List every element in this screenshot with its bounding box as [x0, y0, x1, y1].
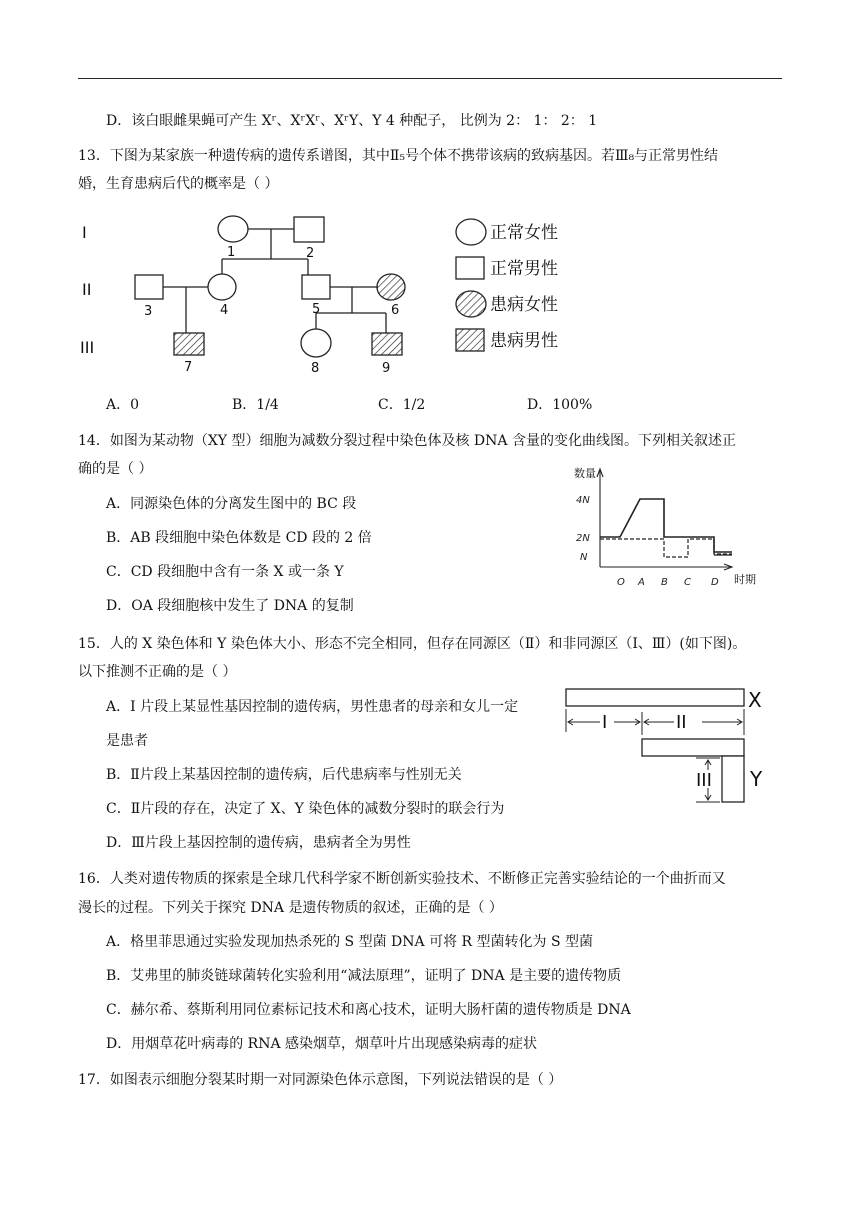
- pedigree-individual-7: [174, 333, 204, 355]
- legend-affected-male-label: 患病男性: [490, 331, 558, 351]
- y-chromosome-top-bar: [642, 739, 744, 756]
- segment-i-label: I: [602, 712, 608, 733]
- generation-label-ii: II: [82, 280, 92, 299]
- pedigree-individual-1: [218, 216, 248, 242]
- header-rule: [78, 78, 782, 79]
- q13-stem-line1: 13．下图为某家族一种遗传病的遗传系谱图，其中Ⅱ₅号个体不携带该病的致病基因。若Ⅲ₈与正常男性结: [78, 148, 719, 164]
- pedigree-id-1: 1: [227, 245, 236, 260]
- legend-affected-male-icon: [456, 329, 484, 351]
- xy-chromosome-diagram: [562, 682, 777, 807]
- q13-stem-line2: 婚，生育患病后代的概率是（ ）: [78, 176, 279, 192]
- q16-option-c[interactable]: C．赫尔希、蔡斯利用同位素标记技术和离心技术，证明大肠杆菌的遗传物质是 DNA: [106, 1002, 631, 1018]
- q15-option-b[interactable]: B．Ⅱ片段上某基因控制的遗传病，后代患病率与性别无关: [106, 767, 462, 783]
- q15-stem-line2: 以下推测不正确的是（ ）: [78, 664, 237, 680]
- y-chromosome-label: Y: [750, 767, 763, 791]
- q14-option-c[interactable]: C．CD 段细胞中含有一条 X 或一条 Y: [106, 564, 344, 580]
- q14-option-d[interactable]: D．OA 段细胞核中发生了 DNA 的复制: [106, 598, 354, 614]
- q15-stem-line1: 15．人的 X 染色体和 Y 染色体大小、形态不完全相同，但存在同源区（Ⅱ）和非同源区（Ⅰ、Ⅲ）(如下图)。: [78, 636, 747, 652]
- q13-option-d[interactable]: D．100%: [527, 397, 593, 413]
- x-chromosome-bar: [566, 689, 744, 706]
- legend-normal-female-icon: [456, 219, 486, 245]
- segment-ii-label: II: [676, 712, 687, 733]
- pedigree-id-9: 9: [382, 361, 391, 376]
- q16-stem-line2: 漫长的过程。下列关于探究 DNA 是遗传物质的叙述，正确的是（ ）: [78, 900, 503, 916]
- graph-ytick-4n: 4N: [576, 495, 590, 506]
- graph-solid-line: [600, 499, 732, 552]
- y-chromosome-vertical-bar: [722, 756, 744, 802]
- legend-normal-male-icon: [456, 257, 484, 279]
- segment-iii-label: III: [696, 770, 712, 791]
- graph-xtick-o: O: [617, 577, 625, 588]
- pedigree-id-4: 4: [220, 303, 229, 318]
- graph-ytick-n: N: [580, 552, 588, 563]
- pedigree-id-7: 7: [184, 360, 193, 375]
- pedigree-id-5: 5: [312, 302, 321, 317]
- q16-option-b[interactable]: B．艾弗里的肺炎链球菌转化实验利用“减法原理”，证明了 DNA 是主要的遗传物质: [106, 968, 622, 984]
- q15-option-a-line2[interactable]: 是患者: [106, 733, 148, 749]
- q13-option-b[interactable]: B．1/4: [232, 397, 279, 413]
- pedigree-id-6: 6: [391, 303, 400, 318]
- legend-normal-female-label: 正常女性: [490, 223, 558, 243]
- q14-stem-line1: 14．如图为某动物（XY 型）细胞为减数分裂过程中染色体及核 DNA 含量的变化曲线图。下列相关叙述正: [78, 433, 736, 449]
- graph-xtick-d: D: [711, 577, 719, 588]
- q14-option-a[interactable]: A．同源染色体的分离发生图中的 BC 段: [106, 496, 357, 512]
- pedigree-chart: [78, 205, 598, 380]
- legend-affected-female-label: 患病女性: [490, 295, 558, 315]
- pedigree-id-3: 3: [144, 304, 153, 319]
- pedigree-individual-9: [372, 333, 402, 355]
- legend-normal-male-label: 正常男性: [490, 259, 558, 279]
- q17-stem: 17．如图表示细胞分裂某时期一对同源染色体示意图，下列说法错误的是（ ）: [78, 1072, 563, 1088]
- pedigree-individual-2: [294, 217, 324, 242]
- q14-option-b[interactable]: B．AB 段细胞中染色体数是 CD 段的 2 倍: [106, 530, 372, 546]
- graph-y-label: 数量: [574, 467, 596, 480]
- graph-x-label: 时期: [734, 573, 756, 586]
- pedigree-id-8: 8: [311, 361, 320, 376]
- pedigree-individual-3: [135, 275, 163, 299]
- graph-xtick-c: C: [684, 577, 691, 588]
- pedigree-individual-6: [377, 274, 405, 300]
- q13-option-c[interactable]: C．1/2: [378, 397, 426, 413]
- graph-dashed-line: [600, 539, 732, 557]
- generation-label-iii: III: [80, 338, 95, 357]
- q16-option-a[interactable]: A．格里菲思通过实验发现加热杀死的 S 型菌 DNA 可将 R 型菌转化为 S 型菌: [106, 934, 594, 950]
- pedigree-individual-8: [301, 329, 331, 357]
- q15-option-a-line1[interactable]: A．I 片段上某显性基因控制的遗传病，男性患者的母亲和女儿一定: [106, 699, 519, 715]
- q15-option-c[interactable]: C．Ⅱ片段的存在，决定了 X、Y 染色体的减数分裂时的联会行为: [106, 801, 505, 817]
- q12-option-d[interactable]: D．该白眼雌果蝇可产生 Xʳ、XʳXʳ、XʳY、Y 4 种配子， 比例为 2： 1： 2： 1: [106, 113, 598, 129]
- q15-option-d[interactable]: D．Ⅲ片段上基因控制的遗传病，患病者全为男性: [106, 835, 411, 851]
- q13-option-a[interactable]: A．0: [106, 397, 140, 413]
- q14-stem-line2: 确的是（ ）: [78, 461, 153, 477]
- meiosis-content-graph: [560, 461, 770, 596]
- x-chromosome-label: X: [748, 688, 762, 712]
- graph-xtick-b: B: [661, 577, 668, 588]
- generation-label-i: I: [82, 223, 87, 242]
- legend-affected-female-icon: [456, 291, 486, 317]
- q16-stem-line1: 16．人类对遗传物质的探索是全球几代科学家不断创新实验技术、不断修正完善实验结论的一个曲折而又: [78, 871, 726, 887]
- graph-ytick-2n: 2N: [576, 533, 590, 544]
- q16-option-d[interactable]: D．用烟草花叶病毒的 RNA 感染烟草，烟草叶片出现感染病毒的症状: [106, 1036, 538, 1052]
- pedigree-individual-4: [208, 274, 236, 300]
- graph-xtick-a: A: [638, 577, 645, 588]
- pedigree-id-2: 2: [306, 246, 315, 261]
- pedigree-individual-5: [302, 275, 330, 299]
